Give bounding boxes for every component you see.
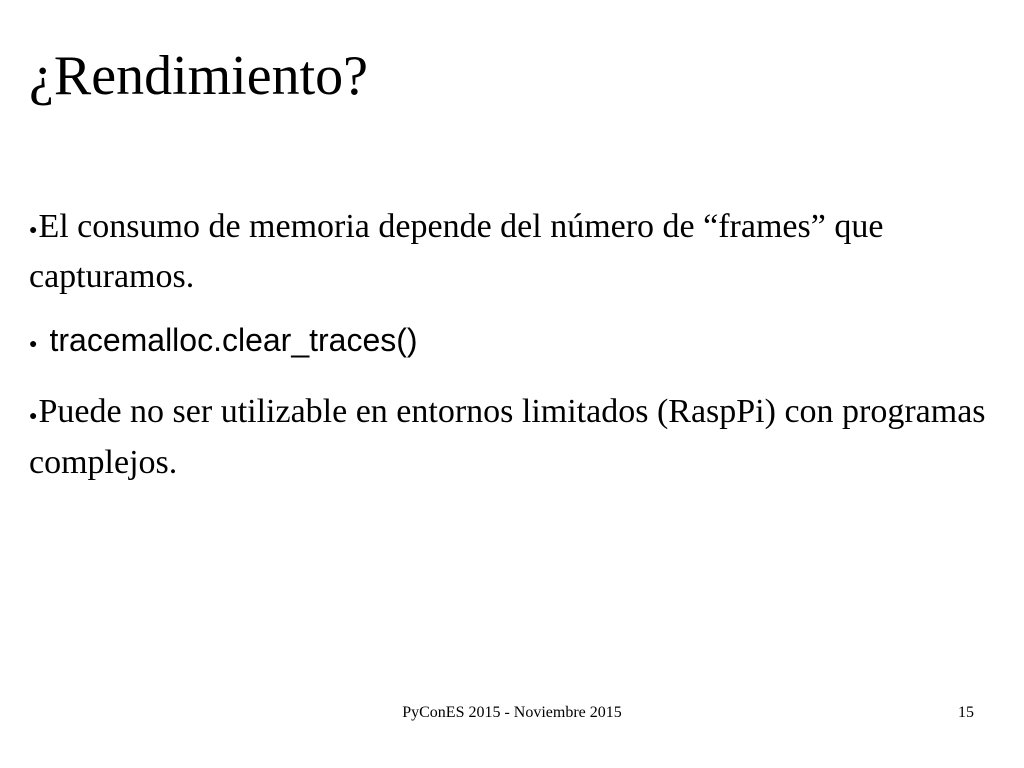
bullet-dot-icon: ●	[29, 408, 38, 424]
bullet-text: tracemalloc.clear_traces()	[49, 322, 418, 359]
bullet-text: Puede no ser utilizable en entornos limitados (RaspPi) con programas complejos.	[29, 393, 986, 481]
bullet-dot-icon: ●	[29, 223, 38, 239]
bullet-item-clear-traces	[29, 320, 989, 363]
footer-text: PyConES 2015 - Noviembre 2015	[402, 704, 622, 721]
bullet-text: El consumo de memoria depende del número de “frames” que capturamos.	[29, 208, 884, 296]
bullet-dot-icon: ●	[29, 335, 38, 352]
slide-title: ¿Rendimiento?	[29, 45, 369, 107]
bullet-item-memory	[29, 204, 989, 300]
bullet-list	[29, 204, 989, 486]
page-number: 15	[958, 704, 974, 721]
bullet-item-limited-environments	[29, 389, 989, 485]
